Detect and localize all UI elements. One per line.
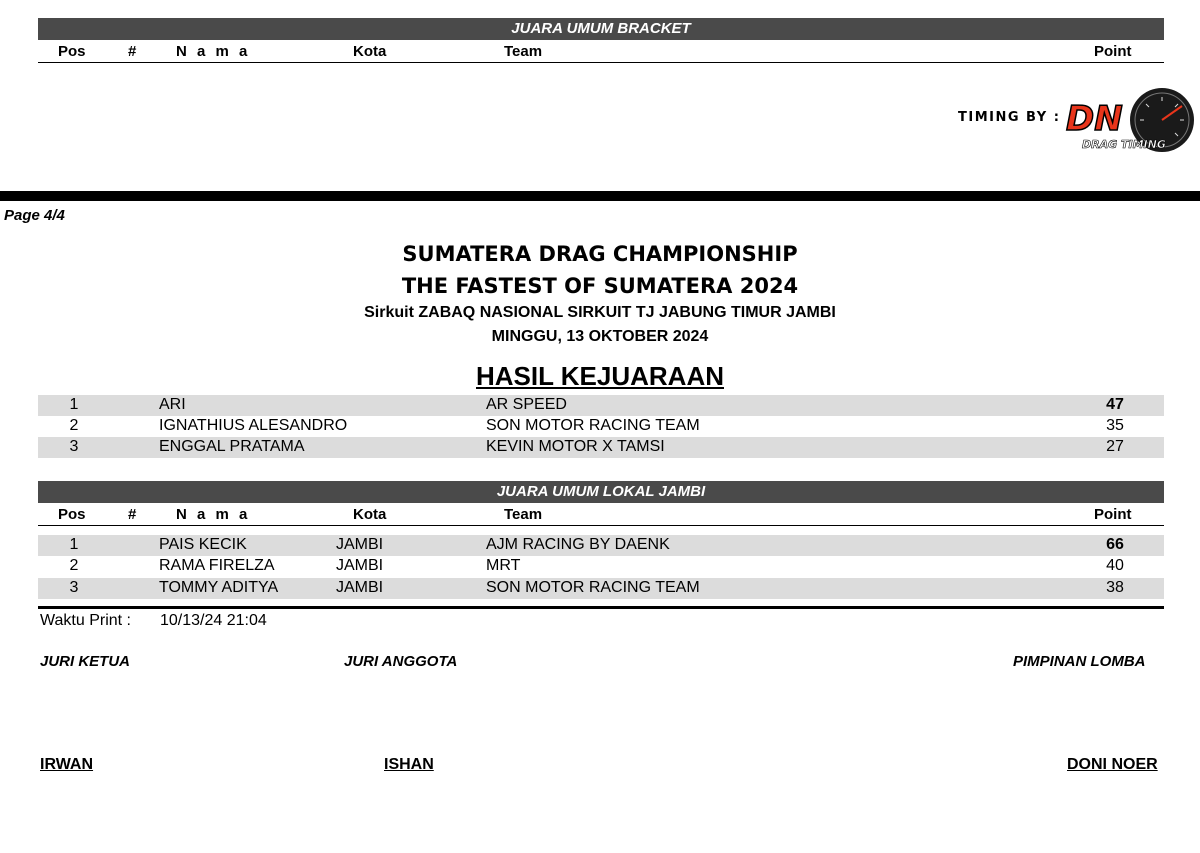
circuit-name: Sirkuit ZABAQ NASIONAL SIRKUIT TJ JABUNG TIMUR JAMBI bbox=[364, 304, 836, 321]
sig-role-juri-ketua: JURI KETUA bbox=[40, 653, 131, 670]
table-row bbox=[38, 416, 1164, 437]
row-team: SON MOTOR RACING TEAM bbox=[486, 417, 700, 434]
col-point: Point bbox=[1094, 43, 1132, 60]
drag-timing-logo bbox=[1064, 86, 1198, 154]
page-number: Page 4/4 bbox=[4, 207, 65, 224]
sig-name-juri-ketua: IRWAN bbox=[40, 756, 94, 773]
timing-label: TIMING BY : bbox=[958, 110, 1061, 125]
row-nama: ARI bbox=[159, 396, 186, 413]
table-row bbox=[38, 535, 1164, 556]
sig-name-pimpinan: DONI NOER bbox=[1067, 756, 1158, 773]
print-label: Waktu Print : bbox=[40, 612, 131, 629]
table-row bbox=[38, 395, 1164, 416]
local-section-title: JUARA UMUM LOKAL JAMBI bbox=[38, 481, 1164, 503]
row-point: 66 bbox=[1106, 536, 1124, 553]
col-pos: Pos bbox=[58, 506, 86, 523]
row-kota: JAMBI bbox=[336, 557, 384, 574]
print-time: 10/13/24 21:04 bbox=[160, 612, 267, 629]
bracket-section-title: JUARA UMUM BRACKET bbox=[38, 18, 1164, 40]
sig-name-juri-anggota: ISHAN bbox=[384, 756, 434, 773]
row-team: MRT bbox=[486, 557, 521, 574]
local-column-header bbox=[38, 505, 1164, 526]
event-date: MINGGU, 13 OKTOBER 2024 bbox=[491, 328, 709, 345]
col-kota: Kota bbox=[353, 506, 387, 523]
col-team: Team bbox=[504, 506, 543, 523]
svg-text:DN: DN bbox=[1066, 99, 1123, 139]
col-hash: # bbox=[128, 43, 137, 60]
row-nama: IGNATHIUS ALESANDRO bbox=[159, 417, 348, 434]
bracket-column-header bbox=[38, 42, 1164, 63]
page-divider bbox=[0, 191, 1200, 201]
event-subtitle: THE FASTEST OF SUMATERA 2024 bbox=[401, 274, 799, 298]
col-team: Team bbox=[504, 43, 543, 60]
result-title: HASIL KEJUARAAN bbox=[476, 361, 724, 391]
row-pos: 1 bbox=[69, 396, 79, 413]
row-nama: RAMA FIRELZA bbox=[159, 557, 275, 574]
sig-role-juri-anggota: JURI ANGGOTA bbox=[344, 653, 458, 670]
row-nama: ENGGAL PRATAMA bbox=[159, 438, 305, 455]
col-hash: # bbox=[128, 506, 137, 523]
row-pos: 3 bbox=[69, 438, 79, 455]
row-team: KEVIN MOTOR X TAMSI bbox=[486, 438, 665, 455]
row-point: 40 bbox=[1106, 557, 1124, 574]
table-row bbox=[38, 437, 1164, 458]
row-team: SON MOTOR RACING TEAM bbox=[486, 579, 700, 596]
row-nama: PAIS KECIK bbox=[159, 536, 247, 553]
row-point: 47 bbox=[1106, 396, 1124, 413]
col-kota: Kota bbox=[353, 43, 387, 60]
table-row bbox=[38, 556, 1164, 577]
col-point: Point bbox=[1094, 506, 1132, 523]
row-kota: JAMBI bbox=[336, 536, 384, 553]
row-nama: TOMMY ADITYA bbox=[159, 579, 279, 596]
col-nama: N a m a bbox=[176, 506, 251, 523]
event-title: SUMATERA DRAG CHAMPIONSHIP bbox=[402, 242, 798, 266]
row-pos: 3 bbox=[69, 579, 79, 596]
sig-role-pimpinan: PIMPINAN LOMBA bbox=[1013, 653, 1146, 670]
table-bottom-rule bbox=[38, 606, 1164, 609]
row-team: AJM RACING BY DAENK bbox=[486, 536, 670, 553]
row-pos: 2 bbox=[69, 557, 79, 574]
row-pos: 2 bbox=[69, 417, 79, 434]
row-pos: 1 bbox=[69, 536, 79, 553]
row-point: 27 bbox=[1106, 438, 1124, 455]
row-point: 38 bbox=[1106, 579, 1124, 596]
table-row bbox=[38, 578, 1164, 599]
svg-text:DRAG TIMING: DRAG TIMING bbox=[1082, 138, 1166, 151]
col-nama: N a m a bbox=[176, 43, 251, 60]
row-point: 35 bbox=[1106, 417, 1124, 434]
col-pos: Pos bbox=[58, 43, 86, 60]
row-team: AR SPEED bbox=[486, 396, 567, 413]
row-kota: JAMBI bbox=[336, 579, 384, 596]
